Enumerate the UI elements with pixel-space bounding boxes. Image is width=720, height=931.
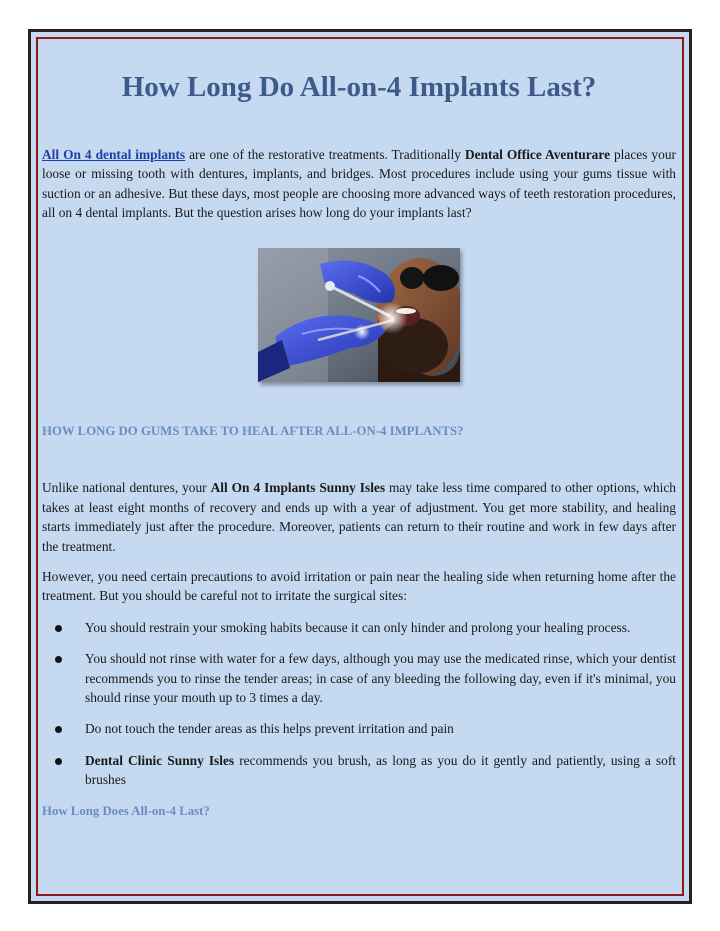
section-heading-healing: HOW LONG DO GUMS TAKE TO HEAL AFTER ALL-ON-4 IMPLANTS? [42,424,464,439]
dental-procedure-photo [258,248,460,382]
list-item [42,719,676,738]
bullet-text: You should restrain your smoking habits because it can only hinder and prolong your healing process. [85,619,631,635]
intro-bold-1: Dental Office Aventurare [464,146,611,162]
healing-paragraph [42,478,676,556]
document-title: How Long Do All-on-4 Implants Last? [121,71,597,103]
bullet-bold: Dental Clinic Sunny Isles [85,752,235,768]
all-on-4-link[interactable]: All On 4 dental implants [42,146,186,162]
precautions-paragraph: However, you need certain precautions to avoid irritation or pain near the healing side when returning home after the treatment. But you should be careful not to irritate the surgical sites: [42,569,676,604]
bullet-text: You should not rinse with water for a few days, although you may use the medicated rinse, which your dentist recommends you to rinse the tender areas; in case of any bleeding the following day, even if it's minimal, you should rinse your mouth up to 3 times a day. [85,651,676,706]
bullet-icon [55,625,62,632]
healing-bold-1: All On 4 Implants Sunny Isles [210,480,386,496]
healing-text-2: may take less time compared to other options, which takes at least eight months of recovery and ends up with a year of adjustment. You get more stability, and healing starts immediately just after the procedure. Moreover, patients can return to their routine and work in few days after the treatment. [42,480,676,554]
bullet-icon [55,758,62,765]
photo-container [42,248,676,382]
document-body [42,70,676,820]
bullet-icon [55,656,62,663]
healing-text-1: Unlike national dentures, your [42,480,211,496]
list-item [42,751,676,790]
bullet-text: Do not touch the tender areas as this helps prevent irritation and pain [85,721,454,737]
section-heading-longevity: How Long Does All-on-4 Last? [42,803,210,818]
precautions-list [42,618,676,790]
bullet-icon [55,726,62,733]
list-item [42,649,676,707]
intro-text-1: are one of the restorative treatments. Traditionally [185,146,465,162]
bullet-text: recommends you brush, as long as you do it gently and patiently, using a soft brushes [85,752,677,788]
list-item [42,618,676,637]
intro-text-2: places your loose or missing tooth with dentures, implants, and bridges. Most procedures include using your gums tissue with suction or an adhesive. But these days, most people are choosing more advanced ways of teeth restoration procedures, all on 4 dental implants. But the question arises how long do your implants last? [42,146,676,221]
intro-paragraph [42,145,676,223]
